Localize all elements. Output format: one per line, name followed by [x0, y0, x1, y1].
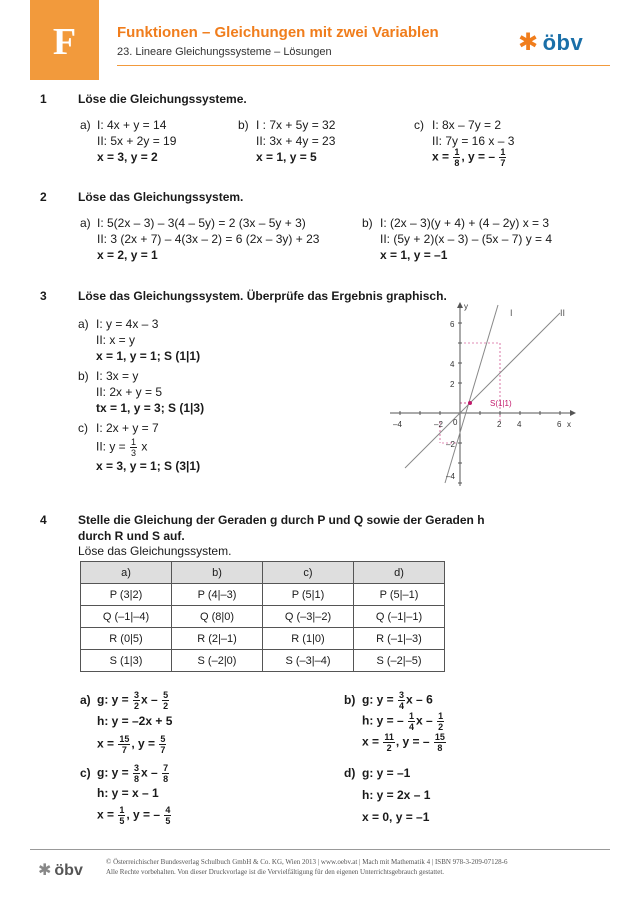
chapter-letter: F — [52, 21, 77, 63]
table-cell: R (1|0) — [263, 628, 354, 650]
solution: x = 0, y = –1 — [362, 810, 430, 824]
solution: tx = 1, y = 3; S (1|3) — [96, 401, 205, 415]
y-tick: 4 — [450, 360, 455, 369]
equation-h: h: y = –2x + 5 — [97, 714, 173, 728]
point-label: S(1|1) — [490, 399, 512, 408]
exercise-label: b) — [238, 118, 249, 132]
x-tick: 0 — [453, 418, 458, 427]
equation: I: 3x = y — [96, 369, 139, 383]
equation-h: h: y = x – 1 — [97, 786, 159, 800]
table-cell: Q (8|0) — [172, 606, 263, 628]
column-header: d) — [354, 562, 445, 584]
copyright-line: © Österreichischer Bundesverlag Schulbuch GmbH & Co. KG, Wien 2013 | www.oebv.at | Mach mit Mathematik 4 | ISBN 978-3-209-07128-6 — [106, 858, 508, 866]
line-I-label: I — [510, 308, 513, 318]
page-title: Funktionen – Gleichungen mit zwei Variablen — [117, 24, 439, 41]
equation: I: 2x + y = 7 — [96, 421, 159, 435]
equation-h: h: y = – $\frac{1}{4}$ x – $\frac{1}{2}$ — [362, 711, 444, 732]
equation: I: 4x + y = 14 — [97, 118, 167, 132]
exercise-label: a) — [78, 317, 89, 331]
table-cell: S (–3|–4) — [263, 650, 354, 672]
task-title: Stelle die Gleichung der Geraden g durch P und Q sowie der Geraden h — [78, 513, 485, 527]
y-tick: –2 — [446, 440, 455, 449]
equation: I: (2x – 3)(y + 4) + (4 – 2y) x = 3 — [380, 216, 550, 230]
chapter-tab — [30, 0, 99, 80]
table-cell: S (–2|0) — [172, 650, 263, 672]
table-row — [81, 628, 445, 650]
equation: II: (5y + 2)(x – 3) – (5x – 7) y = 4 — [380, 232, 553, 246]
exercise-label: b) — [344, 693, 356, 707]
equation: I : 7x + 5y = 32 — [256, 118, 336, 132]
exercise-label: a) — [80, 118, 91, 132]
solution: x = 1, y = 5 — [256, 150, 317, 164]
equation: II: 3x + 4y = 23 — [256, 134, 336, 148]
solution: x = 2, y = 1 — [97, 248, 158, 262]
equation: I: 5(2x – 3) – 3(4 – 5y) = 2 (3x – 5y + 3) — [97, 216, 306, 230]
equation-g: g: y = $\frac{3}{8}$ x – $\frac{7}{8}$ — [97, 763, 169, 784]
equation-g: g: y = $\frac{3}{4}$ x – 6 — [362, 690, 433, 711]
solution: x = 1, y = 1; S (1|1) — [96, 349, 201, 363]
exercise-label: b) — [78, 369, 89, 383]
solution: x = $\frac{11}{2}$ , y = – $\frac{15}{8}$ — [362, 732, 445, 753]
table-row — [81, 650, 445, 672]
equation: II: x = y — [96, 333, 136, 347]
table-header-row — [81, 562, 445, 584]
x-tick: –4 — [393, 420, 402, 429]
solution: x = 3, y = 1; S (3|1) — [96, 459, 201, 473]
equation-h: h: y = 2x – 1 — [362, 788, 431, 802]
x-tick: 2 — [497, 420, 502, 429]
table-cell: R (0|5) — [81, 628, 172, 650]
column-header: b) — [172, 562, 263, 584]
task-number: 3 — [40, 289, 47, 303]
exercise-label: b) — [362, 216, 373, 230]
exercise-label: d) — [344, 766, 356, 780]
task-instruction: Löse das Gleichungssystem. — [78, 544, 232, 558]
equation: I: y = 4x – 3 — [96, 317, 159, 331]
equation: II: 5x + 2y = 19 — [97, 134, 177, 148]
task-number: 4 — [40, 513, 47, 527]
table-cell: S (–2|–5) — [354, 650, 445, 672]
equation-g: g: y = $\frac{3}{2}$ x – $\frac{5}{2}$ — [97, 690, 169, 711]
equation: II: y = $\frac{1}{3}$ x — [96, 437, 148, 458]
x-tick: 4 — [517, 420, 522, 429]
exercise-label: a) — [80, 693, 91, 707]
table-cell: P (4|–3) — [172, 584, 263, 606]
x-axis-label: x — [567, 420, 571, 429]
task-title: Löse das Gleichungssystem. — [78, 190, 244, 204]
task-title: Löse das Gleichungssystem. Überprüfe das Ergebnis graphisch. — [78, 289, 447, 303]
table-cell: P (5|1) — [263, 584, 354, 606]
table-cell: Q (–3|–2) — [263, 606, 354, 628]
equation: II: 7y = 16 x – 3 — [432, 134, 515, 148]
coordinate-graph — [380, 300, 580, 490]
table-cell: Q (–1|–4) — [81, 606, 172, 628]
exercise-label: c) — [80, 766, 91, 780]
equation-g: g: y = –1 — [362, 766, 411, 780]
star-icon: ✱ — [518, 29, 539, 56]
task-title-continued: durch R und S auf. — [78, 529, 185, 543]
table-cell: P (3|2) — [81, 584, 172, 606]
y-tick: 6 — [450, 320, 455, 329]
exercise-label: c) — [414, 118, 424, 132]
points-table — [80, 561, 445, 672]
column-header: a) — [81, 562, 172, 584]
line-II — [405, 313, 560, 468]
line-I — [445, 305, 498, 483]
solution: x = $\frac{1}{5}$ , y = – $\frac{4}{5}$ — [97, 805, 171, 826]
solution: x = $\frac{15}{7}$ , y = $\frac{5}{7}$ — [97, 734, 166, 755]
solution: x = 3, y = 2 — [97, 150, 158, 164]
header-divider — [117, 65, 610, 66]
y-tick: 2 — [450, 380, 455, 389]
table-cell: Q (–1|–1) — [354, 606, 445, 628]
task-number: 1 — [40, 92, 47, 106]
exercise-label: c) — [78, 421, 88, 435]
footer-logo-text: öbv — [54, 862, 83, 879]
x-tick: –2 — [434, 420, 443, 429]
equation: II: 2x + y = 5 — [96, 385, 163, 399]
line-II-label: II — [560, 308, 566, 318]
solution: x = 1, y = –1 — [380, 248, 448, 262]
intersection-point — [468, 401, 472, 405]
footer-divider — [30, 849, 610, 850]
footer-logo — [38, 860, 83, 880]
star-icon: ✱ — [38, 862, 52, 879]
logo-text: öbv — [542, 30, 584, 55]
y-axis-label: y — [464, 302, 468, 311]
column-header: c) — [263, 562, 354, 584]
task-number: 2 — [40, 190, 47, 204]
table-row — [81, 584, 445, 606]
page-subtitle: 23. Lineare Gleichungssysteme – Lösungen — [117, 46, 332, 58]
table-cell: R (2|–1) — [172, 628, 263, 650]
solution: x = $\frac{1}{8}$ , y = – $\frac{1}{7}$ — [432, 147, 506, 168]
exercise-label: a) — [80, 216, 91, 230]
table-cell: S (1|3) — [81, 650, 172, 672]
equation: I: 8x – 7y = 2 — [432, 118, 502, 132]
table-cell: P (5|–1) — [354, 584, 445, 606]
task-title: Löse die Gleichungssysteme. — [78, 92, 247, 106]
publisher-logo — [518, 28, 583, 57]
y-tick: –4 — [446, 472, 455, 481]
rights-line: Alle Rechte vorbehalten. Von dieser Druckvorlage ist die Vervielfältigung für den eigenen Unterrichtsgebrauch gestattet. — [106, 868, 445, 876]
copyright-notice — [106, 857, 508, 877]
table-row — [81, 606, 445, 628]
table-cell: R (–1|–3) — [354, 628, 445, 650]
x-tick: 6 — [557, 420, 562, 429]
equation: II: 3 (2x + 7) – 4(3x – 2) = 6 (2x – 3y) + 23 — [97, 232, 320, 246]
